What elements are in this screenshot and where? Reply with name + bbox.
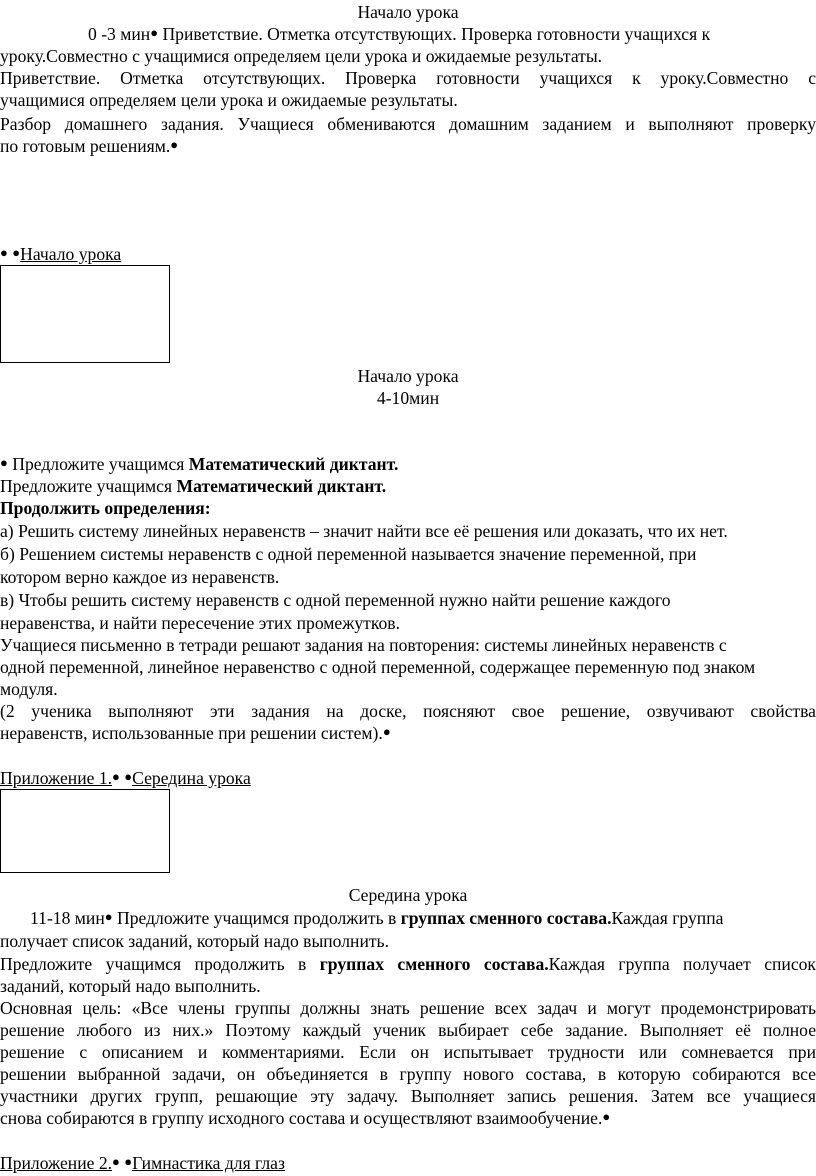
text-line: снова собираются в группу исходного состава и осуществляют взаимообучение.●	[0, 1108, 611, 1128]
image-placeholder-box	[0, 265, 170, 363]
text-line: участники других групп, решающие эту задачу. Выполняет запись решения. Затем все учащиеся	[0, 1086, 816, 1106]
appendix-line	[0, 767, 251, 791]
stage-line-1: 0 -3 мин● Приветствие. Отметка отсутствующих. Проверка готовности учащихся к	[88, 24, 711, 44]
text-line: Предложите учащимся продолжить в группах сменного состава.Каждая группа получает список	[0, 954, 816, 974]
text-line: учащимися определяем цели урока и ожидаемые результаты.	[0, 90, 458, 110]
definition-b: б) Решением системы неравенств с одной переменной называется значение переменной, при	[0, 544, 697, 564]
bullet-icon: ●	[112, 1154, 120, 1169]
text-line: решении выбранной задачи, он объединяется в группу нового состава, в которую собираются все	[0, 1064, 816, 1084]
section-label: Гимнастика для глаз	[132, 1153, 285, 1173]
text-line: неравенств, использованные при решении систем).●	[0, 723, 391, 743]
text-line: получает список заданий, который надо выполнить.	[0, 931, 389, 951]
text-line: Приветствие. Отметка отсутствующих. Проверка готовности учащихся к уроку.Совместно с	[0, 68, 816, 88]
text-line: решение любого из них.» Поэтому каждый ученик выбирает себе задание. Выполняет её полное	[0, 1020, 816, 1040]
stage-line: 11-18 мин● Предложите учащимся продолжить в группах сменного состава.Каждая группа	[30, 908, 724, 928]
section-label: Начало урока	[20, 244, 122, 264]
text-line: Продолжить определения:	[0, 498, 211, 518]
text-line: котором верно каждое из неравенств.	[0, 567, 280, 587]
bullet-icon: ●	[12, 245, 21, 260]
text-line: уроку.Совместно с учащимися определяем цели урока и ожидаемые результаты.	[0, 46, 603, 66]
time-label: 0 -3 мин	[88, 24, 151, 44]
text-line: Учащиеся письменно в тетради решают задания на повторения: системы линейных неравенств с	[0, 635, 727, 655]
bullet-icon: ●	[104, 909, 113, 924]
bullet-icon: ●	[0, 455, 8, 470]
text-line: решение с описанием и комментариями. Если он испытывает трудности или сомневается при	[0, 1042, 816, 1062]
text-line: одной переменной, линейное неравенство с одной переменной, содержащее переменную под знаком	[0, 657, 756, 677]
time-label: 4-10мин	[376, 388, 440, 408]
definition-v: в) Чтобы решить систему неравенств с одной переменной нужно найти решение каждого	[0, 590, 671, 610]
text-line: Основная цель: «Все члены группы должны знать решение всех задач и могут продемонстрировать	[0, 998, 816, 1018]
text-line: Предложите учащимся Математический диктант.	[0, 476, 387, 496]
heading-lesson-start: Начало урока	[357, 2, 459, 22]
appendix-line	[0, 1152, 285, 1176]
section-label: Середина урока	[132, 768, 251, 788]
heading-lesson-middle: Середина урока	[348, 885, 468, 905]
text-line: неравенства, и найти пересечение этих промежутков.	[0, 613, 401, 633]
text-line: модуля.	[0, 679, 58, 699]
image-placeholder-box	[0, 789, 170, 873]
bullet-icon: ●	[602, 1109, 611, 1124]
time-label: 11-18 мин	[30, 908, 105, 928]
appendix-label: Приложение 1.	[0, 768, 113, 788]
text-line: заданий, который надо выполнить.	[0, 976, 261, 996]
definition-a: а) Решить систему линейных неравенств – значит найти все её решения или доказать, что их нет.	[0, 521, 728, 541]
bullet-icon: ●	[170, 137, 179, 152]
appendix-label: Приложение 2.	[0, 1153, 113, 1173]
text-line: по готовым решениям.●	[0, 136, 179, 156]
text-line: (2 ученика выполняют эти задания на доске, поясняют свое решение, озвучивают свойства	[0, 701, 816, 721]
bullet-icon: ●	[124, 1154, 133, 1169]
bullet-icon: ●	[0, 245, 8, 260]
bullet-icon: ●	[112, 769, 120, 784]
bullet-icon: ●	[382, 724, 391, 739]
text-line: ● Предложите учащимся Математический диктант.	[0, 454, 399, 474]
bullet-label-line	[0, 243, 121, 267]
text-line: Разбор домашнего задания. Учащиеся обмениваются домашним заданием и выполняют проверку	[0, 114, 816, 134]
bullet-icon: ●	[150, 25, 159, 40]
heading-lesson-start-2: Начало урока	[357, 366, 459, 386]
bullet-icon: ●	[124, 769, 133, 784]
